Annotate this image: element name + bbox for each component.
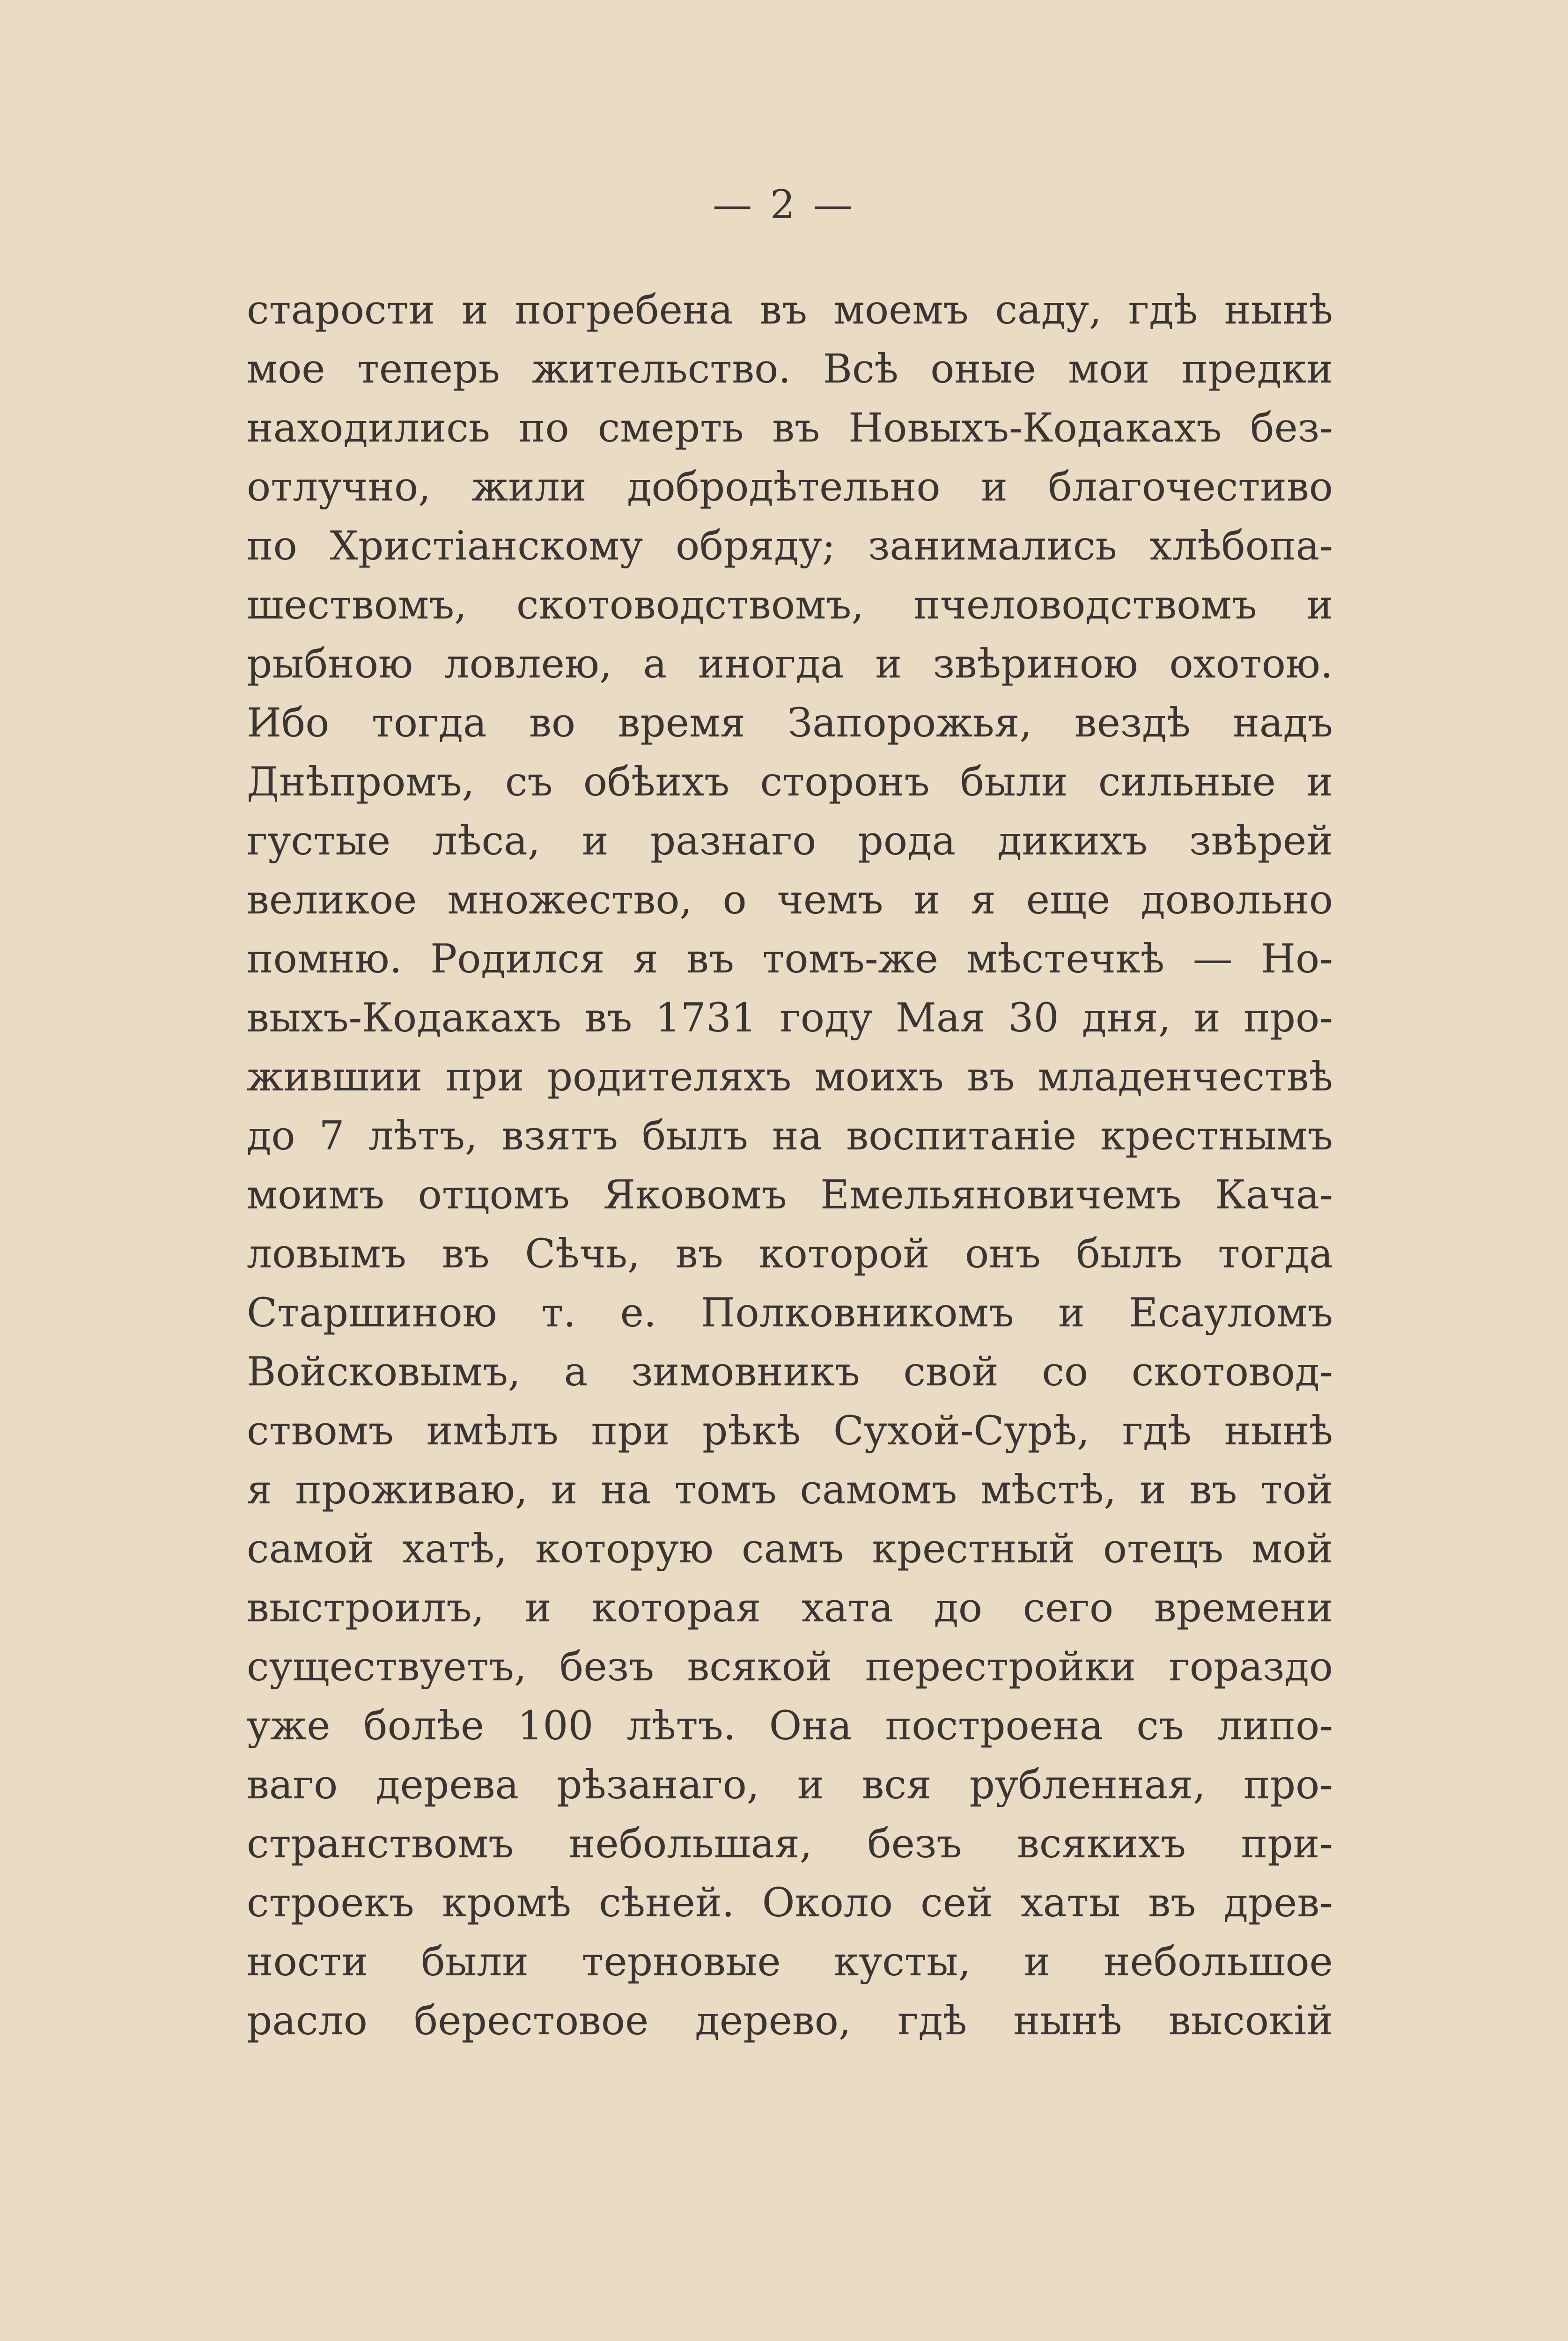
text-line: Ибо тогда во время Запорожья, вездѣ надъ — [247, 700, 1333, 746]
text-line: моимъ отцомъ Яковомъ Емельяновичемъ Кача- — [247, 1172, 1333, 1218]
text-line: старости и погребена въ моемъ саду, гдѣ нынѣ — [247, 287, 1333, 333]
text-line: великое множество, о чемъ и я еще довольно — [247, 877, 1333, 923]
text-line: выхъ-Кодакахъ въ 1731 году Мая 30 дня, и про- — [247, 995, 1333, 1041]
text-line: Старшиною т. е. Полковникомъ и Есауломъ — [247, 1290, 1333, 1336]
text-line: Войсковымъ, а зимовникъ свой со скотовод- — [247, 1349, 1333, 1395]
text-line: до 7 лѣтъ, взятъ былъ на воспитаніе крестнымъ — [247, 1113, 1333, 1159]
text-line: Днѣпромъ, съ обѣихъ сторонъ были сильные и — [247, 759, 1333, 805]
page-number: — 2 — — [713, 182, 855, 228]
text-line: находились по смерть въ Новыхъ-Кодакахъ без- — [247, 405, 1333, 451]
text-line: расло берестовое дерево, гдѣ нынѣ высокій — [247, 1998, 1333, 2044]
text-line: выстроилъ, и которая хата до сего времени — [247, 1585, 1333, 1631]
text-line: ности были терновые кусты, и небольшое — [247, 1939, 1333, 1985]
body-text — [247, 281, 1333, 2051]
text-line: ствомъ имѣлъ при рѣкѣ Сухой-Сурѣ, гдѣ нынѣ — [247, 1408, 1333, 1454]
text-line: по Христіанскому обряду; занимались хлѣбопа- — [247, 523, 1333, 569]
text-line: мое теперь жительство. Всѣ оные мои предки — [247, 346, 1333, 392]
text-line: ловымъ въ Сѣчь, въ которой онъ былъ тогда — [247, 1231, 1333, 1277]
text-line: я проживаю, и на томъ самомъ мѣстѣ, и въ той — [247, 1467, 1333, 1513]
text-line: отлучно, жили добродѣтельно и благочестиво — [247, 464, 1333, 510]
text-line: густые лѣса, и разнаго рода дикихъ звѣрей — [247, 818, 1333, 864]
text-line: строекъ кромѣ сѣней. Около сей хаты въ древ- — [247, 1880, 1333, 1926]
text-line: самой хатѣ, которую самъ крестный отецъ мой — [247, 1526, 1333, 1572]
text-line: шествомъ, скотоводствомъ, пчеловодствомъ и — [247, 582, 1333, 628]
text-line: странствомъ небольшая, безъ всякихъ при- — [247, 1821, 1333, 1867]
text-line: жившии при родителяхъ моихъ въ младенчествѣ — [247, 1054, 1333, 1100]
text-line: помню. Родился я въ томъ-же мѣстечкѣ — Но- — [247, 936, 1333, 982]
text-line: существуетъ, безъ всякой перестройки гораздо — [247, 1644, 1333, 1690]
text-line: уже болѣе 100 лѣтъ. Она построена съ липо- — [247, 1703, 1333, 1749]
text-line: ваго дерева рѣзанаго, и вся рубленная, про- — [247, 1762, 1333, 1808]
text-line: рыбною ловлею, а иногда и звѣриною охотою. — [247, 641, 1333, 687]
